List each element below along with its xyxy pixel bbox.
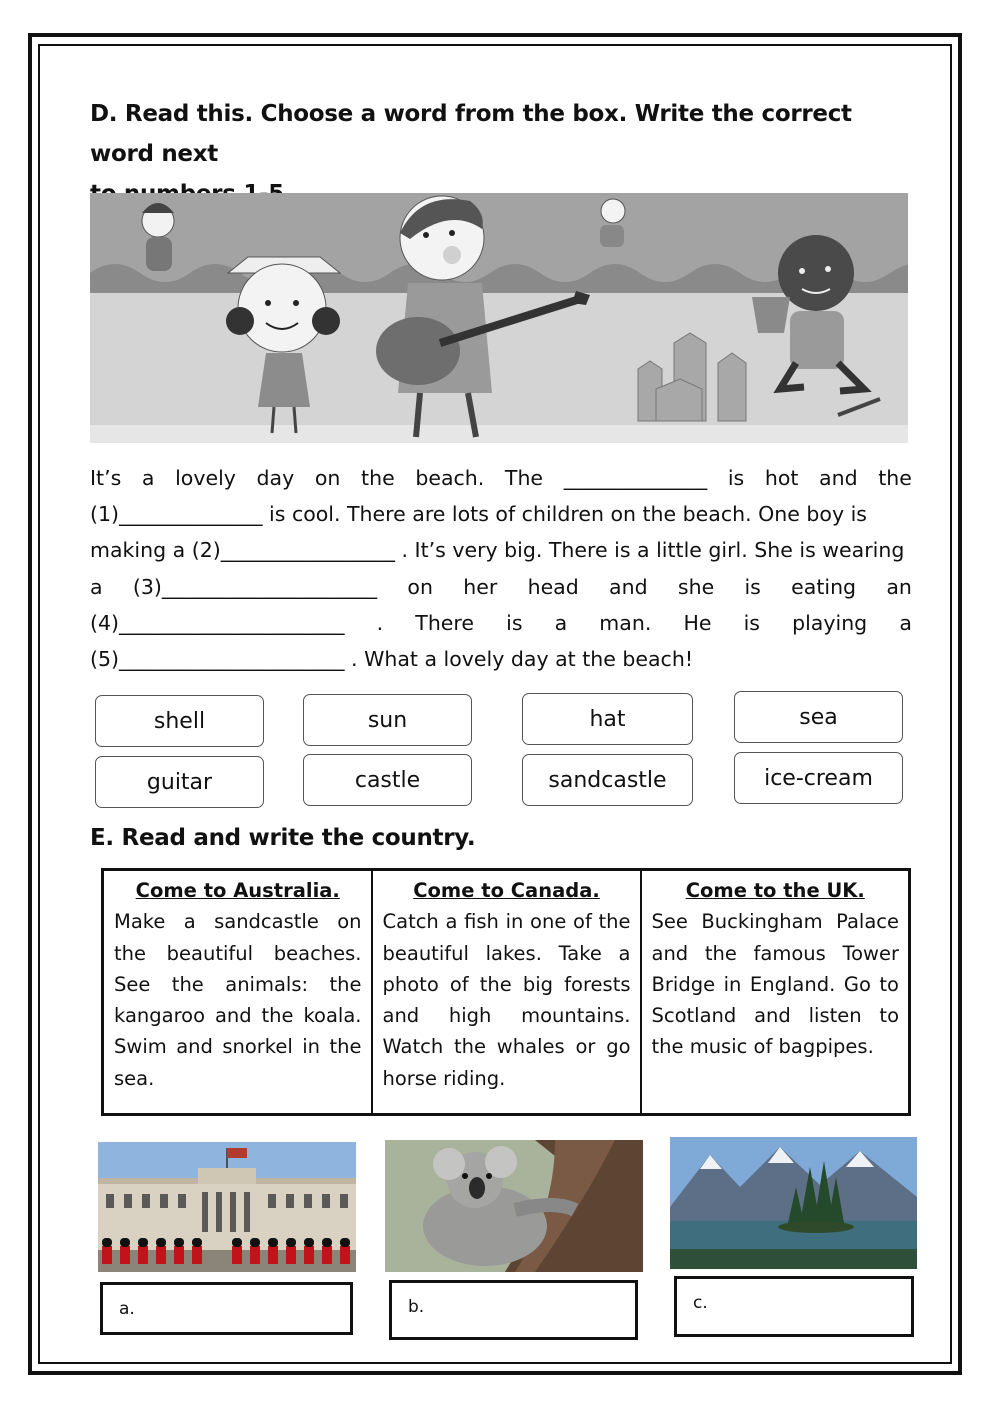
- answer-blank[interactable]: (4)______________________: [90, 610, 345, 635]
- passage-word: beach.: [415, 466, 485, 490]
- passage-word: There: [415, 610, 475, 635]
- passage-word: a: [141, 466, 155, 490]
- passage-word: is: [506, 610, 523, 635]
- reading-passage: [90, 460, 912, 677]
- passage-line-1: [90, 460, 912, 496]
- passage-word: on: [407, 574, 433, 599]
- word-option[interactable]: guitar: [95, 756, 264, 808]
- passage-word: and: [609, 574, 648, 599]
- country-description: Catch a fish in one of the beautiful lakes. Take a photo of the big forests and high mountains. Watch the whales or go horse riding.: [382, 910, 631, 1090]
- passage-word: It’s: [90, 466, 122, 490]
- answer-blank[interactable]: (3)_____________________: [132, 574, 378, 599]
- passage-word: the: [878, 466, 912, 490]
- canada-lake-photo: [670, 1137, 917, 1269]
- country-table: [101, 868, 911, 1116]
- passage-word: a: [90, 574, 103, 599]
- instruction-line: D. Read this. Choose a word from the box. Write the correct word next: [90, 101, 852, 167]
- country-cell-uk: [641, 870, 910, 1115]
- passage-word: head: [527, 574, 579, 599]
- answer-blank[interactable]: ______________: [563, 466, 708, 490]
- passage-word: is: [727, 466, 745, 490]
- passage-word: .: [376, 610, 384, 635]
- country-description: Make a sandcastle on the beautiful beaches. See the animals: the kangaroo and the koala. Swim and snorkel in the sea.: [114, 910, 362, 1090]
- passage-word: eating: [791, 574, 857, 599]
- passage-line-3[interactable]: making a (2)_________________ . It’s very big. There is a little girl. She is wearing: [90, 538, 905, 563]
- passage-word: on: [314, 466, 341, 490]
- passage-word: is: [744, 574, 761, 599]
- word-option[interactable]: shell: [95, 695, 264, 747]
- country-title: Come to Australia.: [135, 879, 340, 902]
- passage-word: an: [886, 574, 912, 599]
- buckingham-palace-photo: [98, 1142, 356, 1272]
- passage-word: a: [554, 610, 568, 635]
- passage-word: and: [819, 466, 858, 490]
- answer-label: c.: [693, 1293, 708, 1313]
- answer-box-c[interactable]: [674, 1276, 914, 1337]
- passage-word: is: [743, 610, 760, 635]
- passage-line-6[interactable]: (5)______________________ . What a lovely day at the beach!: [90, 647, 694, 672]
- word-option[interactable]: sun: [303, 694, 472, 746]
- passage-word: she: [677, 574, 715, 599]
- country-title: Come to the UK.: [685, 879, 865, 902]
- word-option[interactable]: sea: [734, 691, 903, 743]
- answer-box-b[interactable]: [389, 1280, 638, 1340]
- answer-label: a.: [119, 1299, 135, 1319]
- word-option[interactable]: ice-cream: [734, 752, 903, 804]
- passage-line-5: [90, 605, 912, 641]
- word-option[interactable]: castle: [303, 754, 472, 806]
- passage-word: He: [683, 610, 712, 635]
- answer-label: b.: [408, 1297, 425, 1317]
- koala-photo: [385, 1140, 643, 1272]
- country-cell-australia: [103, 870, 372, 1115]
- section-e-instruction: E. Read and write the country.: [90, 825, 476, 851]
- answer-box-a[interactable]: [100, 1282, 353, 1335]
- passage-word: day: [256, 466, 295, 490]
- passage-word: a: [899, 610, 912, 635]
- passage-word: man.: [599, 610, 652, 635]
- country-description: See Buckingham Palace and the famous Tower Bridge in England. Go to Scotland and listen to the music of bagpipes.: [651, 910, 899, 1059]
- passage-word: lovely: [175, 466, 236, 490]
- passage-word: The: [504, 466, 544, 490]
- country-cell-canada: [372, 870, 641, 1115]
- passage-line-4: [90, 569, 912, 605]
- beach-illustration: [90, 193, 908, 443]
- word-option[interactable]: hat: [522, 693, 693, 745]
- passage-word: hot: [764, 466, 799, 490]
- passage-word: the: [361, 466, 395, 490]
- passage-word: her: [463, 574, 498, 599]
- word-option[interactable]: sandcastle: [522, 754, 693, 806]
- country-title: Come to Canada.: [413, 879, 600, 902]
- passage-line-2[interactable]: (1)______________ is cool. There are lots of children on the beach. One boy is: [90, 502, 867, 527]
- passage-word: playing: [792, 610, 868, 635]
